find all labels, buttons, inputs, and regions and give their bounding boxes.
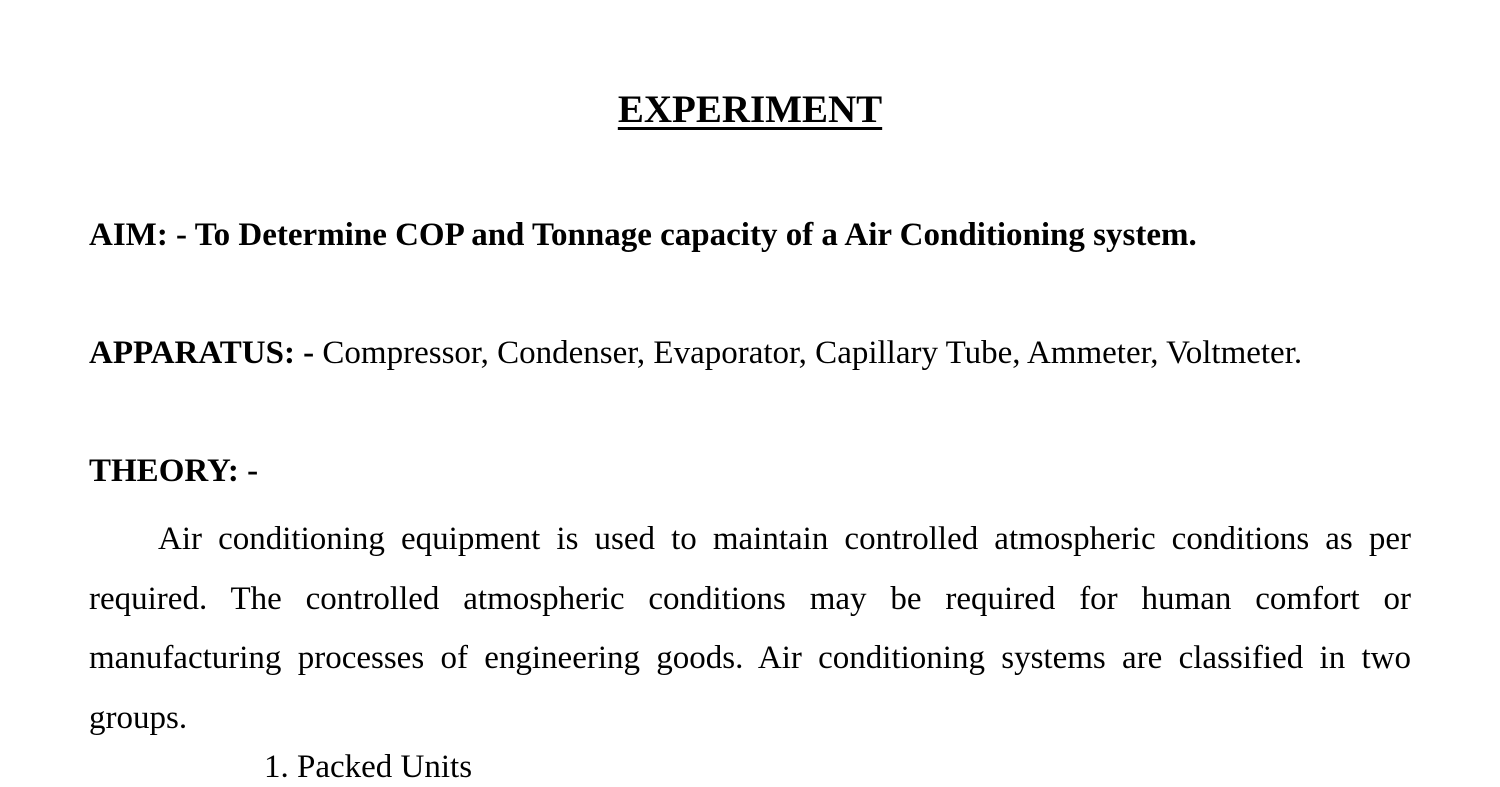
aim-line — [89, 215, 1197, 255]
title-text: EXPERIMENT — [617, 88, 883, 131]
list-item-number: 1. — [264, 749, 297, 785]
aim-text: To Determine COP and Tonnage capacity of a Air Conditioning system. — [194, 217, 1197, 253]
theory-heading — [89, 451, 258, 491]
apparatus-label: APPARATUS: - — [89, 335, 323, 371]
list-item-text: Packed Units — [297, 749, 473, 785]
theory-label: THEORY: - — [89, 453, 259, 489]
apparatus-text: Compressor, Condenser, Evaporator, Capillary Tube, Ammeter, Voltmeter. — [322, 335, 1303, 371]
theory-paragraph: Air conditioning equipment is used to maintain controlled atmospheric conditions as per required. The controlled atmospheric conditions may be required for human comfort or manufacturing processes of engineering goods. Air conditioning systems are classified in two groups. — [89, 521, 1411, 736]
aim-label: AIM: - — [89, 217, 195, 253]
apparatus-line — [89, 333, 1302, 373]
list-item — [264, 747, 472, 787]
page-title — [0, 86, 1500, 134]
